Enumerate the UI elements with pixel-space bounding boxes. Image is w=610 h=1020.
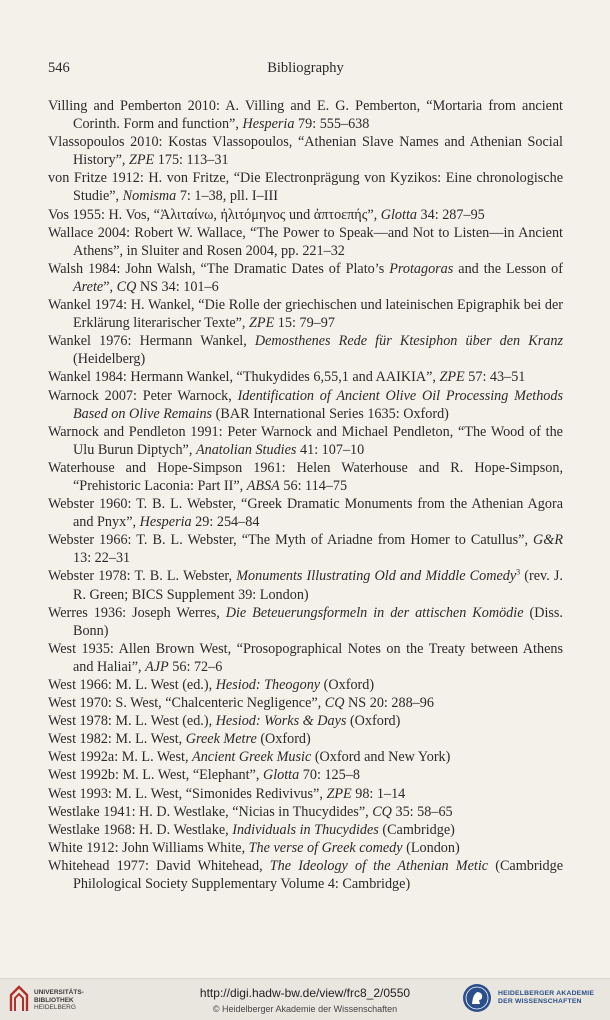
entry-text: White 1912: John Williams White,	[48, 839, 249, 856]
page-number: 546	[48, 60, 70, 76]
entry-text: Westlake 1968: H. D. Westlake,	[48, 821, 233, 838]
italic-title: CQ	[116, 278, 137, 295]
italic-title: Hesiod: Theogony	[215, 677, 321, 693]
entry-text: 15: 79–97	[274, 315, 335, 332]
library-logo-line: UNIVERSITÄTS-	[34, 989, 84, 996]
library-logo-line: BIBLIOTHEK	[34, 996, 74, 1004]
italic-title: Protagoras	[389, 260, 454, 277]
italic-title: Nomisma	[122, 188, 177, 205]
bibliography-entry	[48, 567, 563, 603]
bibliography-entry	[48, 387, 563, 423]
entry-text: 41: 107–10	[296, 441, 365, 458]
entry-text: Webster 1966: T. B. L. Webster, “The Myth of Ariadne from Homer to Catullus”,	[48, 532, 534, 549]
entry-text: 175: 113–31	[154, 152, 229, 169]
italic-title: Individuals in Thucydides	[232, 821, 379, 838]
italic-title: CQ	[372, 803, 392, 820]
bibliography-list	[48, 97, 563, 893]
entry-text: Westlake 1941: H. D. Westlake, “Nicias in Thucydides”,	[48, 803, 373, 820]
bibliography-entry	[48, 730, 563, 748]
entry-text: 35: 58–65	[391, 803, 453, 820]
bibliography-entry	[48, 224, 563, 260]
bibliography-entry	[48, 459, 563, 495]
bibliography-entry	[48, 803, 563, 821]
academy-logo-line: DER WISSENSCHAFTEN	[498, 998, 582, 1005]
italic-title: Arete	[73, 278, 104, 295]
entry-text: and the Lesson of	[453, 260, 563, 277]
entry-text: von Fritze 1912: H. von Fritze, “Die Electronprägung von Kyzikos: Eine chronologische Studie”,	[48, 170, 563, 205]
entry-text: Wankel 1976: Hermann Wankel,	[48, 333, 255, 350]
entry-text: (rev. J. R. Green; BICS Supplement 39: London)	[73, 568, 563, 603]
bibliography-entry	[48, 712, 563, 730]
entry-text: ”,	[103, 278, 117, 295]
entry-text: West 1966: M. L. West (ed.),	[48, 677, 216, 693]
superscript-text: 3	[516, 567, 521, 577]
italic-title: Anatolian Studies	[195, 441, 297, 458]
entry-text: Vos 1955: H. Vos, “Ἀλιταίνω, ἠλιτόμηνος und ἀπτοεπής”,	[48, 206, 381, 223]
bibliography-entry	[48, 97, 563, 133]
entry-text: (Cambridge Philological Society Supplementary Volume 4: Cambridge)	[73, 857, 563, 893]
permalink-url[interactable]: http://digi.hadw-bw.de/view/frc8_2/0550	[199, 986, 411, 1000]
entry-text: Wankel 1984: Hermann Wankel, “Thukydides 6,55,1 and AAIKIA”,	[48, 369, 440, 386]
bibliography-entry	[48, 785, 563, 803]
italic-title: Hesperia	[139, 514, 192, 531]
academy-logo-line: HEIDELBERGER AKADEMIE	[498, 990, 595, 997]
entry-text: Warnock 2007: Peter Warnock,	[48, 387, 238, 404]
italic-title: Glotta	[262, 767, 300, 784]
italic-title: ABSA	[246, 477, 280, 494]
entry-text: 56: 114–75	[279, 477, 348, 494]
entry-text: Walsh 1984: John Walsh, “The Dramatic Dates of Plato’s	[48, 260, 390, 277]
italic-title: Greek Metre	[185, 731, 257, 748]
bibliography-entry	[48, 206, 563, 224]
entry-text: West 1978: M. L. West (ed.),	[48, 713, 216, 730]
italic-title: Die Beteuerungsformeln in der attischen Komödie	[225, 604, 524, 621]
bibliography-entry	[48, 676, 563, 694]
entry-text: NS 20: 288–96	[344, 695, 434, 712]
entry-text: Waterhouse and Hope-Simpson 1961: Helen Waterhouse and R. Hope-Simpson, “Prehistoric Laconia: Part II”,	[48, 459, 563, 494]
entry-text: West 1993: M. L. West, “Simonides Redivivus”,	[48, 785, 327, 802]
italic-title: G&R	[533, 532, 563, 549]
italic-title: Hesperia	[242, 116, 295, 133]
italic-title: Demosthenes Rede für Ktesiphon über den Kranz	[254, 333, 563, 350]
entry-text: 70: 125–8	[299, 767, 360, 784]
bibliography-entry	[48, 332, 563, 368]
entry-text: Whitehead 1977: David Whitehead,	[48, 857, 270, 874]
library-logo-line: HEIDELBERG	[34, 1004, 76, 1011]
italic-title: ZPE	[439, 369, 465, 386]
italic-title: AJP	[145, 658, 169, 675]
bibliography-entry	[48, 423, 563, 459]
entry-text: (Cambridge)	[378, 821, 455, 838]
entry-text: West 1992a: M. L. West,	[48, 749, 193, 766]
bibliography-entry	[48, 604, 563, 640]
entry-text: 57: 43–51	[464, 369, 526, 386]
bibliography-entry	[48, 296, 563, 332]
footer-bar	[0, 978, 610, 1020]
bibliography-entry	[48, 531, 563, 567]
entry-text: 79: 555–638	[294, 116, 370, 133]
entry-text: (Oxford)	[320, 677, 375, 693]
entry-text: 98: 1–14	[351, 785, 406, 802]
italic-title: ZPE	[249, 315, 275, 332]
entry-text: 56: 72–6	[168, 658, 223, 675]
bibliography-entry	[48, 766, 563, 784]
italic-title: Ancient Greek Music	[192, 749, 312, 766]
entry-text: Warnock and Pendleton 1991: Peter Warnock and Michael Pendleton, “The Wood of the Ulu Burun Diptych”,	[48, 423, 563, 458]
entry-text: (Oxford and New York)	[311, 749, 451, 766]
page-header	[48, 60, 563, 80]
entry-text: (BAR International Series 1635: Oxford)	[212, 405, 449, 422]
entry-text: Vlassopoulos 2010: Kostas Vlassopoulos, “Athenian Slave Names and Athenian Social History”,	[48, 134, 563, 169]
italic-title: CQ	[324, 695, 345, 712]
entry-text: Wankel 1974: H. Wankel, “Die Rolle der griechischen und lateinischen Epigraphik bei der Erklärung literarischer Texte”,	[48, 297, 563, 332]
bibliography-entry	[48, 857, 563, 893]
bibliography-entry	[48, 368, 563, 386]
copyright-notice: © Heidelberger Akademie der Wissenschaften	[212, 1004, 398, 1014]
bibliography-entry	[48, 821, 563, 839]
entry-text: (Oxford)	[256, 731, 311, 748]
bibliography-entry	[48, 748, 563, 766]
entry-text: 34: 287–95	[416, 206, 485, 223]
italic-title: Glotta	[380, 206, 417, 223]
italic-title: Hesiod: Works & Days	[215, 713, 347, 730]
bibliography-entry	[48, 260, 563, 296]
entry-text: 13: 22–31	[73, 550, 131, 567]
italic-title: Monuments Illustrating Old and Middle Comedy	[236, 568, 517, 585]
entry-text: Wallace 2004: Robert W. Wallace, “The Power to Speak—and Not to Listen—in Ancient Athens”, in Sluiter and Rosen 2004, pp. 221–32	[48, 224, 563, 259]
entry-text: 29: 254–84	[191, 514, 260, 531]
academy-logo-text	[498, 990, 594, 1006]
entry-text: Villing and Pemberton 2010: A. Villing and E. G. Pemberton, “Mortaria from ancient Corinth. Form and function”,	[48, 98, 563, 133]
italic-title: Identification of Ancient Olive Oil Processing Methods Based on Olive Remains	[73, 387, 564, 422]
entry-text: Werres 1936: Joseph Werres,	[48, 604, 226, 621]
entry-text: West 1992b: M. L. West, “Elephant”,	[48, 767, 263, 784]
entry-text: (Oxford)	[346, 713, 401, 730]
entry-text: (London)	[402, 839, 460, 856]
entry-text: (Diss. Bonn)	[73, 604, 563, 639]
entry-text: West 1935: Allen Brown West, “Prosopographical Notes on the Treaty between Athens and Haliai”,	[48, 640, 563, 675]
entry-text: (Heidelberg)	[73, 351, 146, 368]
bibliography-entry	[48, 640, 563, 676]
bibliography-entry	[48, 169, 563, 205]
entry-text: West 1970: S. West, “Chalcenteric Negligence”,	[48, 695, 325, 712]
academy-logo[interactable]	[462, 983, 602, 1015]
entry-text: 7: 1–38, pll. I–III	[176, 188, 278, 205]
entry-text: West 1982: M. L. West,	[48, 731, 186, 748]
running-head: Bibliography	[267, 60, 344, 76]
bibliography-entry	[48, 495, 563, 531]
italic-title: The verse of Greek comedy	[248, 839, 403, 856]
entry-text: Webster 1960: T. B. L. Webster, “Greek Dramatic Monuments from the Athenian Agora and Pnyx”,	[48, 496, 563, 531]
entry-text: Webster 1978: T. B. L. Webster,	[48, 568, 237, 585]
bibliography-entry	[48, 839, 563, 857]
academy-seal-icon	[462, 983, 492, 1013]
bibliography-entry	[48, 694, 563, 712]
bibliography-entry	[48, 133, 563, 169]
italic-title: ZPE	[326, 785, 352, 802]
entry-text: NS 34: 101–6	[136, 278, 219, 295]
italic-title: The Ideology of the Athenian Metic	[269, 857, 489, 874]
italic-title: ZPE	[128, 152, 155, 169]
